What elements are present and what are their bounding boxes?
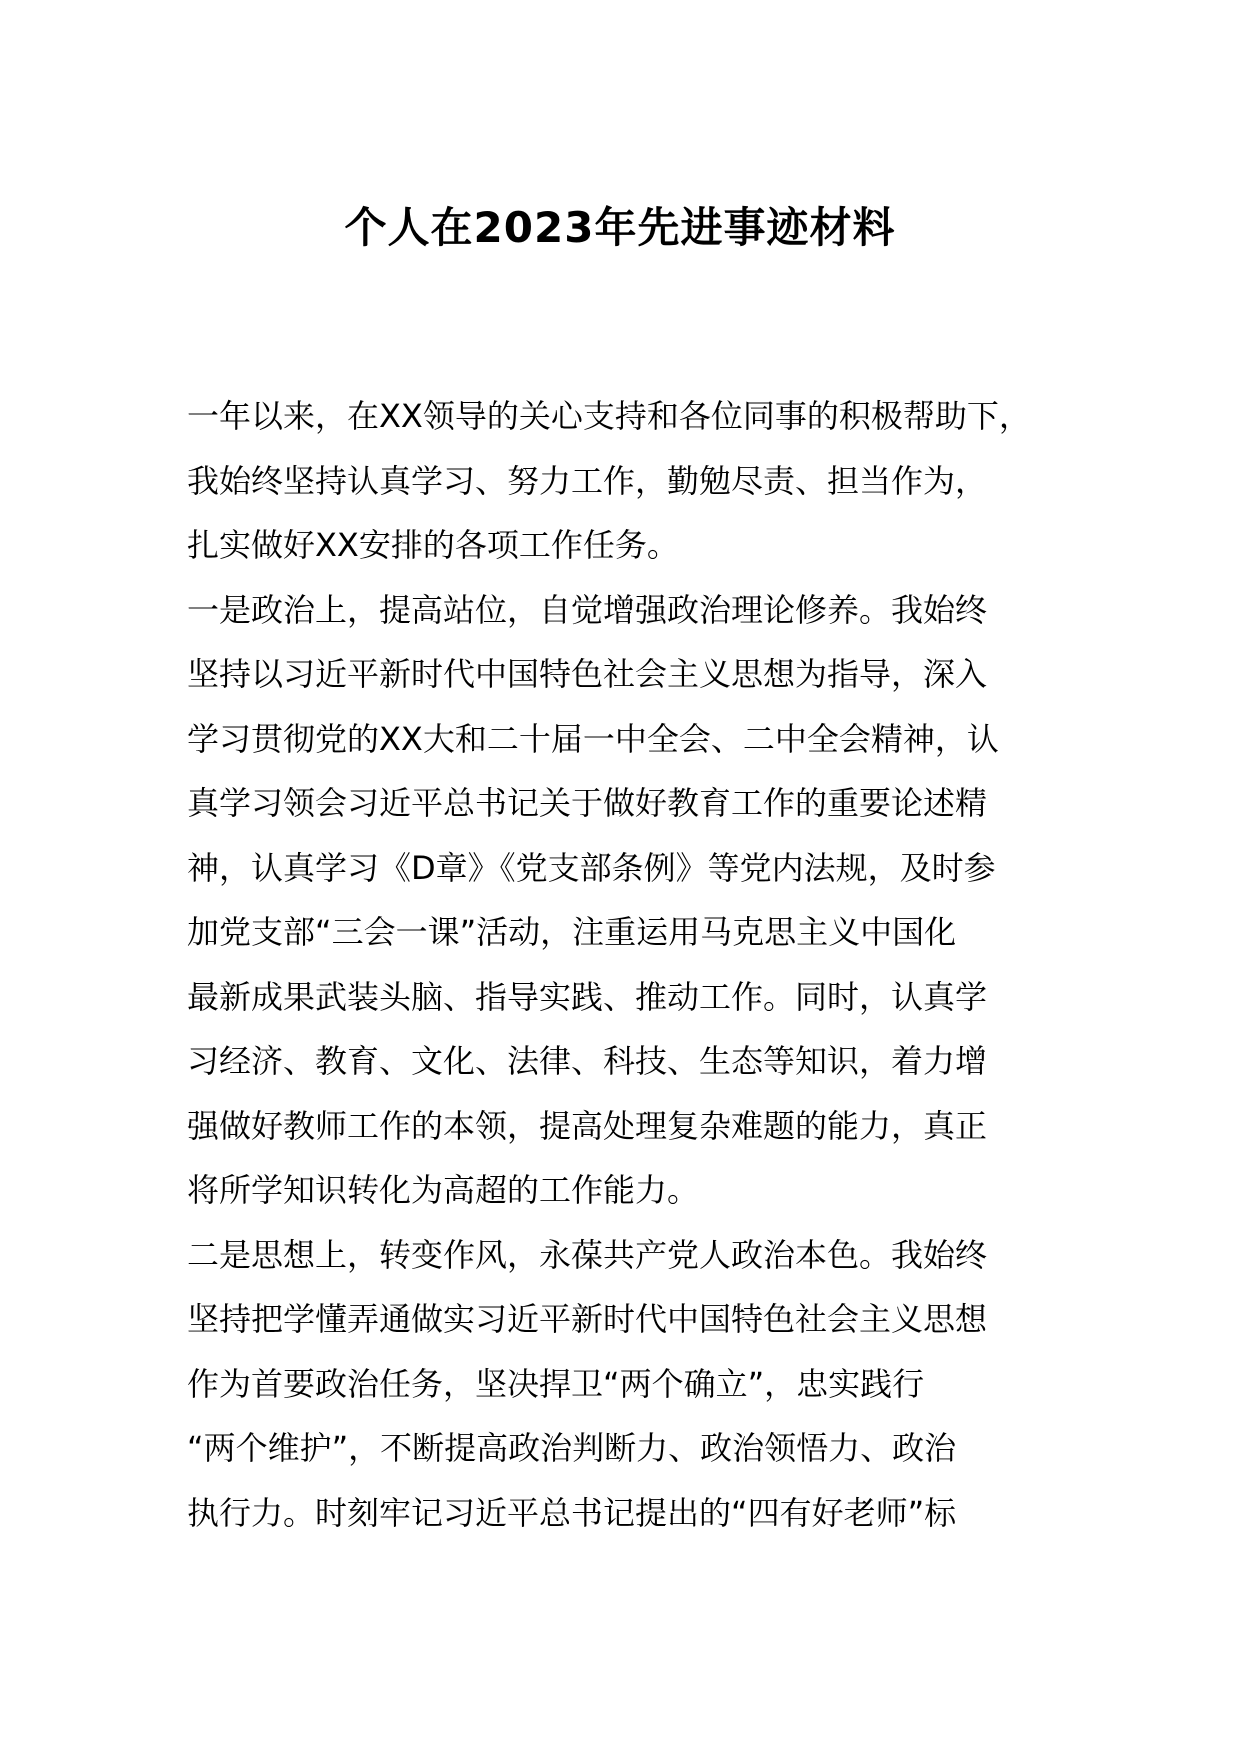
text-line: 真学习领会习近平总书记关于做好教育工作的重要论述精 [187, 784, 988, 822]
text-line: 我始终坚持认真学习、努力工作，勤勉尽责、担当作为， [187, 461, 988, 500]
text-line: 一年以来，在XX领导的关心支持和各位同事的积极帮助下， [187, 397, 1031, 435]
text-line: 坚持把学懂弄通做实习近平新时代中国特色社会主义思想 [187, 1300, 988, 1338]
document-title: 个人在2023年先进事迹材料 [344, 203, 896, 252]
text-line: 将所学知识转化为高超的工作能力。 [187, 1171, 700, 1209]
text-line: “两个维护”，不断提高政治判断力、政治领悟力、政治 [187, 1429, 957, 1467]
text-line: 一是政治上，提高站位，自觉增强政治理论修养。我始终 [187, 590, 988, 629]
text-line: 最新成果武装头脑、指导实践、推动工作。同时，认真学 [187, 977, 988, 1016]
text-line: 扎实做好XX安排的各项工作任务。 [187, 526, 679, 564]
text-line: 加党支部“三会一课”活动，注重运用马克思主义中国化 [187, 913, 957, 951]
text-line: 作为首要政治任务，坚决捍卫“两个确立”，忠实践行 [187, 1364, 925, 1403]
text-line: 神，认真学习《D章》《党支部条例》等党内法规，及时参 [187, 848, 996, 887]
text-line: 执行力。时刻牢记习近平总书记提出的“四有好老师”标 [187, 1493, 957, 1532]
text-line: 强做好教师工作的本领，提高处理复杂难题的能力，真正 [187, 1106, 988, 1145]
text-line: 二是思想上，转变作风，永葆共产党人政治本色。我始终 [187, 1235, 988, 1274]
document-body [187, 384, 1067, 1545]
text-line: 习经济、教育、文化、法律、科技、生态等知识，着力增 [187, 1042, 988, 1080]
text-line: 坚持以习近平新时代中国特色社会主义思想为指导，深入 [187, 655, 988, 693]
text-line: 学习贯彻党的XX大和二十届一中全会、二中全会精神，认 [187, 719, 999, 758]
